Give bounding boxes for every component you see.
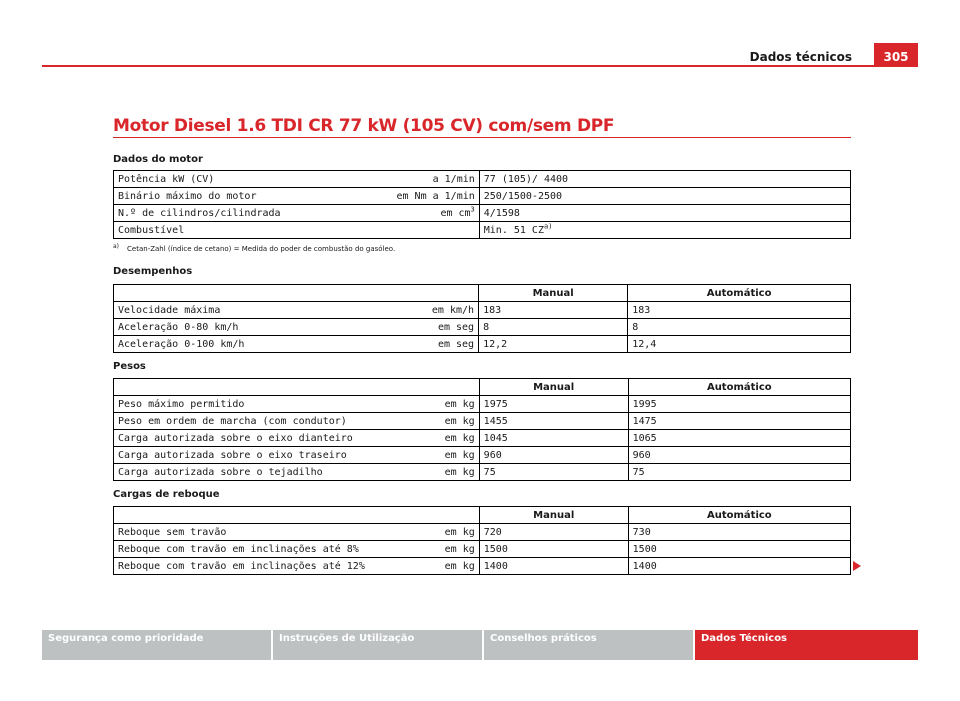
manual-value: 1500 — [479, 541, 628, 558]
table-cell — [114, 447, 480, 464]
row-unit — [440, 206, 474, 221]
table-row — [114, 205, 851, 222]
table-row — [114, 464, 851, 481]
table-header-row — [114, 285, 851, 302]
table-row — [114, 188, 851, 205]
table-row — [114, 222, 851, 239]
table-cell — [114, 430, 480, 447]
chapter-nav — [42, 630, 918, 660]
header-cell-automatic: Automático — [628, 285, 851, 302]
header-cell-empty — [114, 379, 480, 396]
row-unit: em kg — [444, 560, 475, 572]
table-row — [114, 447, 851, 464]
manual-value: 1455 — [479, 413, 628, 430]
row-unit: em seg — [437, 338, 475, 350]
table-cell — [114, 205, 480, 222]
row-value: 250/1500-2500 — [479, 188, 850, 205]
manual-value: 12,2 — [479, 336, 628, 353]
manual-value: 183 — [479, 302, 628, 319]
table-row — [114, 319, 851, 336]
automatic-value: 8 — [628, 319, 851, 336]
table-row — [114, 396, 851, 413]
table-row — [114, 413, 851, 430]
automatic-value: 1475 — [628, 413, 850, 430]
table-cell — [114, 222, 480, 239]
performance-table — [113, 284, 851, 353]
table-header-row — [114, 507, 851, 524]
automatic-value: 730 — [628, 524, 850, 541]
manual-value: 1045 — [479, 430, 628, 447]
automatic-value: 1995 — [628, 396, 850, 413]
automatic-value: 12,4 — [628, 336, 851, 353]
table-cell — [114, 188, 480, 205]
table-cell — [479, 222, 850, 239]
automatic-value: 183 — [628, 302, 851, 319]
header-cell-manual: Manual — [479, 507, 628, 524]
table-row — [114, 541, 851, 558]
row-label: Carga autorizada sobre o tejadilho — [118, 466, 323, 478]
automatic-value: 75 — [628, 464, 850, 481]
automatic-value: 1500 — [628, 541, 850, 558]
table-cell — [114, 413, 480, 430]
table-cell — [114, 171, 480, 188]
table-row — [114, 171, 851, 188]
row-unit: em kg — [444, 466, 475, 478]
table-cell — [114, 558, 480, 575]
title-rule — [113, 137, 851, 138]
header-rule — [42, 65, 918, 67]
page-number: 305 — [874, 43, 918, 67]
table-row — [114, 336, 851, 353]
row-unit: em seg — [437, 321, 475, 333]
row-unit: em kg — [444, 543, 475, 555]
unit-superscript: 3 — [470, 205, 475, 214]
row-value: 77 (105)/ 4400 — [479, 171, 850, 188]
row-label: Binário máximo do motor — [118, 190, 257, 202]
nav-tab-safety[interactable]: Segurança como prioridade — [42, 630, 271, 660]
row-unit: em kg — [444, 398, 475, 410]
footnote — [113, 242, 396, 253]
nav-tab-practical-tips[interactable]: Conselhos práticos — [484, 630, 693, 660]
nav-tab-technical-data[interactable]: Dados Técnicos — [695, 630, 918, 660]
manual-value: 75 — [479, 464, 628, 481]
row-label: Reboque com travão em inclinações até 12% — [118, 560, 365, 572]
row-label: Combustível — [118, 224, 185, 236]
table-cell — [114, 464, 480, 481]
automatic-value: 960 — [628, 447, 850, 464]
table-cell — [114, 302, 479, 319]
header-cell-manual: Manual — [479, 285, 628, 302]
continue-arrow-icon[interactable] — [853, 561, 861, 571]
row-label: Aceleração 0-100 km/h — [118, 338, 245, 350]
page-title: Motor Diesel 1.6 TDI CR 77 kW (105 CV) com/sem DPF — [113, 116, 615, 136]
row-unit: em kg — [444, 449, 475, 461]
engine-table — [113, 170, 851, 239]
towing-section-label: Cargas de reboque — [113, 489, 220, 500]
unit-text: em cm — [440, 207, 471, 219]
footnote-marker: a) — [113, 242, 120, 250]
header-cell-manual: Manual — [479, 379, 628, 396]
performance-section-label: Desempenhos — [113, 266, 193, 277]
row-unit: em kg — [444, 432, 475, 444]
weights-section-label: Pesos — [113, 361, 146, 372]
weights-table — [113, 378, 851, 481]
table-row — [114, 430, 851, 447]
manual-value: 1400 — [479, 558, 628, 575]
row-unit: em Nm a 1/min — [396, 190, 475, 202]
table-cell — [114, 336, 479, 353]
row-label: Potência kW (CV) — [118, 173, 215, 185]
row-label: Peso máximo permitido — [118, 398, 245, 410]
table-cell — [114, 319, 479, 336]
row-unit: em kg — [444, 526, 475, 538]
engine-section-label: Dados do motor — [113, 154, 203, 165]
table-cell — [114, 396, 480, 413]
row-value: 4/1598 — [479, 205, 850, 222]
footnote-text: Cetan-Zahl (índice de cetano) = Medida do poder de combustão do gasóleo. — [127, 245, 396, 253]
row-label: N.º de cilindros/cilindrada — [118, 207, 281, 219]
table-cell — [114, 541, 480, 558]
manual-value: 1975 — [479, 396, 628, 413]
row-label: Velocidade máxima — [118, 304, 221, 316]
header-section-title: Dados técnicos — [749, 50, 852, 64]
manual-value: 960 — [479, 447, 628, 464]
row-unit: a 1/min — [432, 173, 475, 185]
table-row — [114, 524, 851, 541]
row-label: Peso em ordem de marcha (com condutor) — [118, 415, 347, 427]
table-cell — [114, 524, 480, 541]
footnote-ref: a) — [543, 222, 553, 231]
header-cell-empty — [114, 507, 480, 524]
nav-tab-instructions[interactable]: Instruções de Utilização — [273, 630, 482, 660]
table-row — [114, 558, 851, 575]
table-header-row — [114, 379, 851, 396]
manual-value: 8 — [479, 319, 628, 336]
row-unit: em kg — [444, 415, 475, 427]
towing-table — [113, 506, 851, 575]
row-label: Aceleração 0-80 km/h — [118, 321, 239, 333]
header-cell-empty — [114, 285, 479, 302]
row-label: Carga autorizada sobre o eixo dianteiro — [118, 432, 353, 444]
automatic-value: 1065 — [628, 430, 850, 447]
header-cell-automatic: Automático — [628, 507, 850, 524]
header-cell-automatic: Automático — [628, 379, 850, 396]
automatic-value: 1400 — [628, 558, 850, 575]
row-label: Carga autorizada sobre o eixo traseiro — [118, 449, 347, 461]
row-unit: em km/h — [431, 304, 475, 316]
row-value: Min. 51 CZ — [483, 224, 544, 236]
table-row — [114, 302, 851, 319]
manual-value: 720 — [479, 524, 628, 541]
row-label: Reboque sem travão — [118, 526, 227, 538]
row-label: Reboque com travão em inclinações até 8% — [118, 543, 359, 555]
